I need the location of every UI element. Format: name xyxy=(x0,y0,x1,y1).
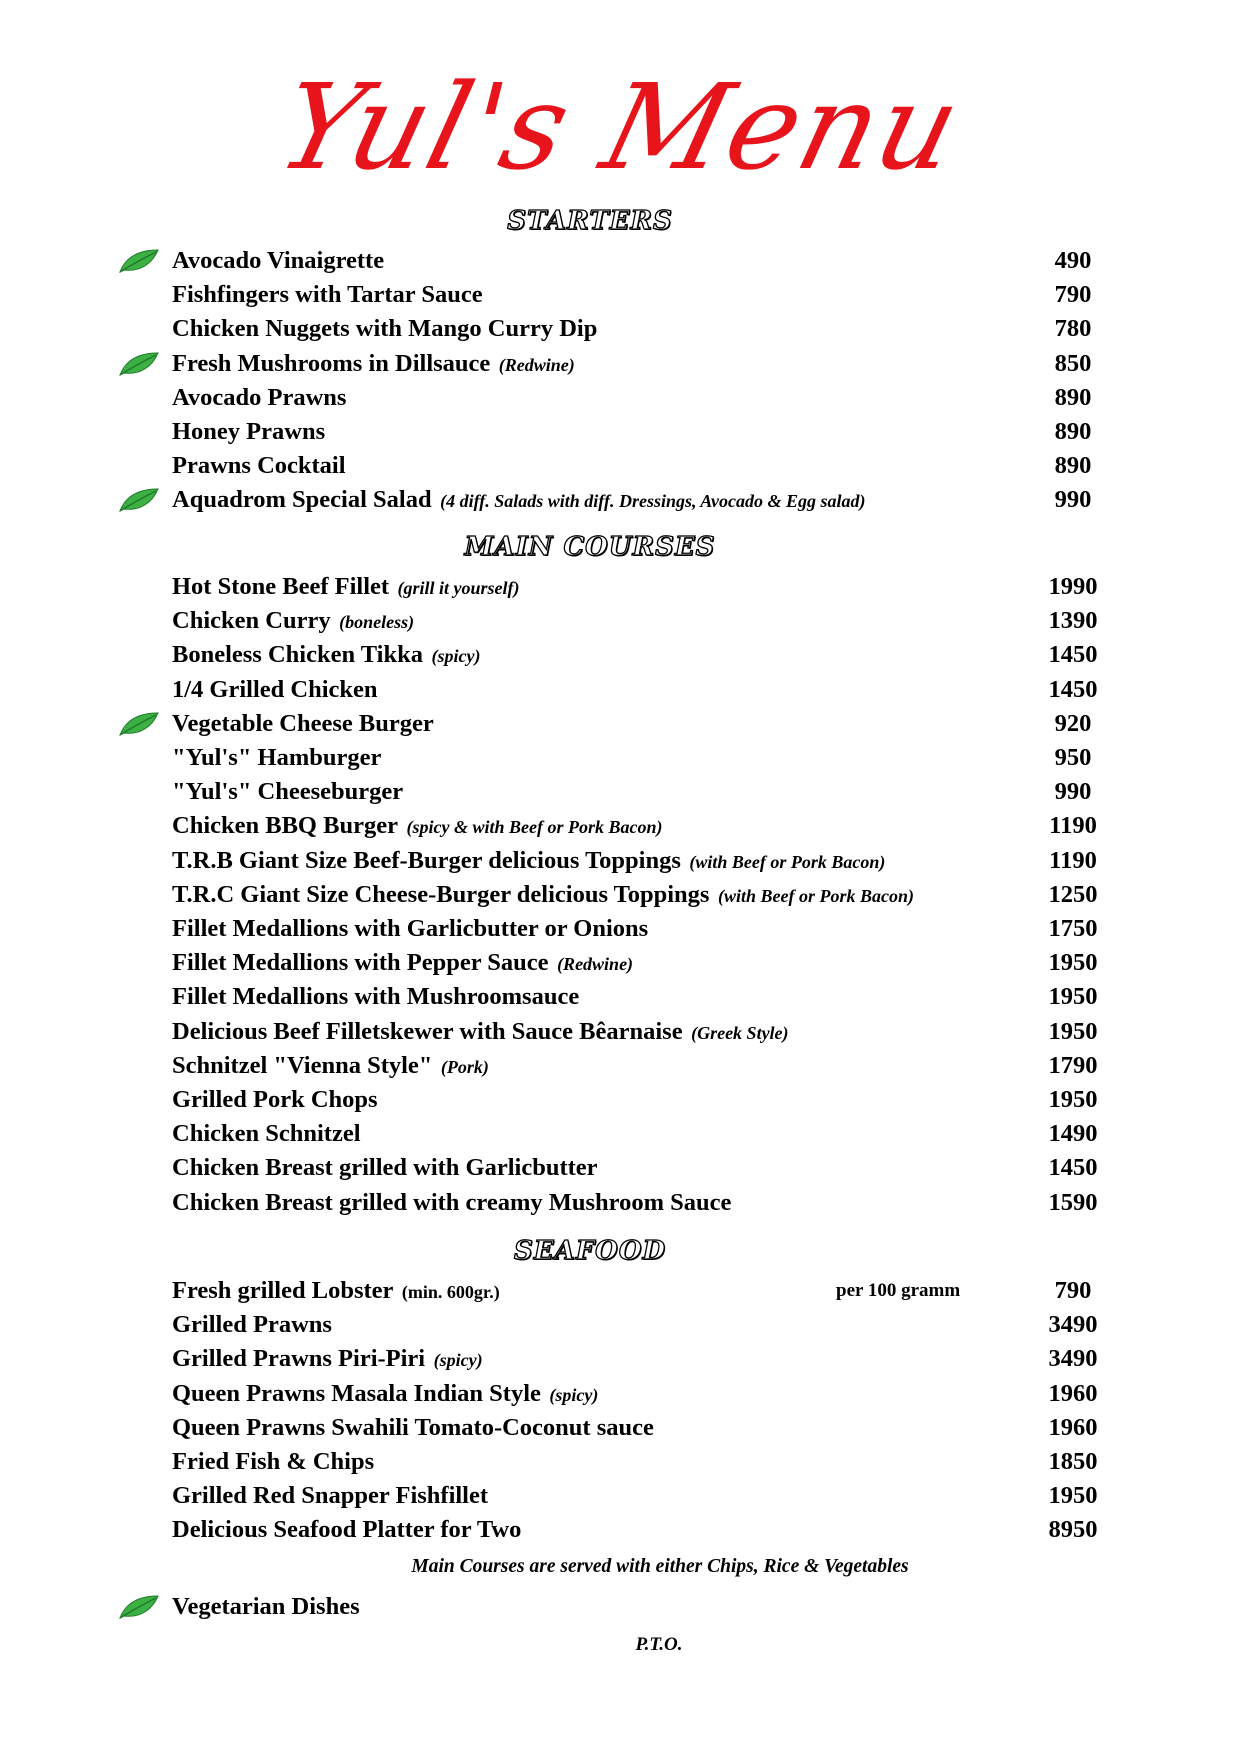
menu-item-price: 790 xyxy=(1054,1277,1092,1304)
dish-note: (with Beef or Pork Bacon) xyxy=(713,885,914,906)
leaf-icon xyxy=(118,248,160,274)
menu-item xyxy=(172,1083,1112,1117)
menu-item xyxy=(172,604,1112,638)
dish-name: Chicken Curry xyxy=(172,607,331,635)
menu-item-name xyxy=(172,1049,489,1084)
menu-item-price: 950 xyxy=(1054,744,1092,771)
menu-item xyxy=(172,312,1112,346)
menu-item-price: 850 xyxy=(1054,349,1092,377)
menu-item-price: 780 xyxy=(1054,315,1092,343)
dish-name: Fillet Medallions with Garlicbutter or Onions xyxy=(172,915,649,942)
menu-item-price: 1190 xyxy=(1049,812,1097,840)
leaf-icon xyxy=(118,1594,160,1620)
dish-name: Chicken Breast grilled with Garlicbutter xyxy=(172,1154,598,1182)
menu-item-name xyxy=(172,449,346,483)
menu-item-price: 890 xyxy=(1054,452,1092,480)
price-unit: per 100 gramm xyxy=(836,1280,961,1301)
menu-item-price: 1190 xyxy=(1049,846,1097,874)
menu-item-price: 1960 xyxy=(1048,1379,1098,1407)
menu-item-name xyxy=(172,673,378,707)
dish-note: (with Beef or Pork Bacon) xyxy=(684,851,886,872)
menu-item-name xyxy=(172,312,597,346)
menu-item-name xyxy=(172,1274,500,1309)
dish-note: (Redwine) xyxy=(494,354,575,375)
menu-item-price: 990 xyxy=(1054,486,1092,514)
menu-item-name xyxy=(172,741,381,775)
menu-item-name xyxy=(172,415,325,449)
footnote: Main Courses are served with either Chips, Rice & Vegetables xyxy=(411,1556,909,1577)
dish-name: Delicious Beef Filletskewer with Sauce Bêarnaise xyxy=(172,1017,683,1045)
section-heading-starters: STARTERS xyxy=(507,206,673,236)
vegetarian-legend xyxy=(172,1590,360,1624)
dish-name: Fresh Mushrooms in Dillsauce xyxy=(172,349,491,377)
menu-item-price: 1960 xyxy=(1048,1413,1098,1441)
menu-item-price: 3490 xyxy=(1048,1345,1098,1373)
leaf-icon xyxy=(118,487,160,513)
menu-item-name xyxy=(172,278,483,312)
menu-item-name xyxy=(172,1151,598,1185)
menu-item-price: 3490 xyxy=(1048,1311,1098,1339)
dish-note: (4 diff. Salads with diff. Dressings, Avocado & Egg salad) xyxy=(435,491,866,512)
dish-name: 1/4 Grilled Chicken xyxy=(172,675,378,703)
menu-item-name xyxy=(172,1445,374,1479)
dish-note: (spicy) xyxy=(426,646,481,667)
menu-item xyxy=(172,707,1112,741)
menu-item-price: 790 xyxy=(1054,281,1092,309)
dish-name: Queen Prawns Swahili Tomato-Coconut sauce xyxy=(172,1413,654,1441)
dish-name: Queen Prawns Masala Indian Style xyxy=(172,1379,541,1407)
menu-item-price: 1850 xyxy=(1048,1448,1098,1475)
dish-note: (spicy & with Beef or Pork Bacon) xyxy=(401,817,663,838)
menu-item xyxy=(172,1015,1112,1049)
menu-item xyxy=(172,570,1112,604)
menu-item-name xyxy=(172,1342,483,1377)
menu-item-price: 1450 xyxy=(1048,675,1098,703)
menu-item xyxy=(172,347,1112,381)
menu-item-name xyxy=(172,1411,654,1445)
menu-item-price: 920 xyxy=(1054,709,1092,737)
menu-item-name xyxy=(172,1083,378,1117)
menu-item xyxy=(172,1151,1112,1185)
dish-note: (boneless) xyxy=(334,612,415,633)
menu-item-price: 1590 xyxy=(1048,1188,1098,1216)
menu-item-name xyxy=(172,244,384,278)
menu-item xyxy=(172,1411,1112,1445)
menu-item xyxy=(172,1377,1112,1411)
menu-item-name xyxy=(172,638,480,673)
dish-name: Chicken Nuggets with Mango Curry Dip xyxy=(172,315,598,343)
dish-name: Prawns Cocktail xyxy=(172,452,346,480)
dish-note: (Pork) xyxy=(436,1056,489,1077)
menu-item-name xyxy=(172,1308,332,1342)
menu-item-name xyxy=(172,1479,488,1513)
dish-name: Grilled Red Snapper Fishfillet xyxy=(172,1482,489,1510)
dish-note: (grill it yourself) xyxy=(393,578,520,598)
dish-note: (Greek Style) xyxy=(686,1022,789,1043)
dish-name: Fillet Medallions with Pepper Sauce xyxy=(172,949,549,977)
menu-item-price: 890 xyxy=(1054,383,1092,411)
dish-name: Chicken Breast grilled with creamy Mushroom Sauce xyxy=(172,1188,732,1216)
menu-item-name xyxy=(172,381,346,415)
menu-item-price: 1990 xyxy=(1048,573,1098,600)
menu-item xyxy=(172,1479,1112,1513)
dish-name: "Yul's" Hamburger xyxy=(172,744,382,771)
menu-item xyxy=(172,1513,1112,1547)
menu-title: Yul's Menu xyxy=(266,58,975,196)
dish-name: Avocado Vinaigrette xyxy=(172,247,385,274)
menu-item xyxy=(172,912,1112,946)
menu-item-price: 1950 xyxy=(1048,983,1098,1011)
menu-item xyxy=(172,415,1112,449)
menu-item xyxy=(172,844,1112,878)
menu-item-price: 990 xyxy=(1054,778,1092,806)
menu-item xyxy=(172,1186,1112,1220)
menu-item-name xyxy=(172,980,579,1014)
leaf-icon xyxy=(118,351,160,377)
menu-item-name xyxy=(172,1117,361,1151)
menu-item-name xyxy=(172,604,414,639)
menu-item xyxy=(172,244,1112,278)
dish-name: T.R.B Giant Size Beef-Burger delicious Toppings xyxy=(172,846,681,874)
pto-note: P.T.O. xyxy=(635,1634,683,1655)
dish-name: T.R.C Giant Size Cheese-Burger delicious Toppings xyxy=(172,880,710,908)
dish-name: Boneless Chicken Tikka xyxy=(172,641,423,669)
dish-name: Fishfingers with Tartar Sauce xyxy=(172,281,483,309)
menu-item xyxy=(172,775,1112,809)
dish-note: (Redwine) xyxy=(552,954,634,975)
menu-item-price: 1950 xyxy=(1048,949,1098,977)
menu-item-name xyxy=(172,1513,521,1547)
menu-item-price: 490 xyxy=(1054,247,1092,274)
dish-name: Fresh grilled Lobster xyxy=(172,1277,394,1304)
menu-item-name xyxy=(172,483,865,518)
menu-item xyxy=(172,1117,1112,1151)
menu-item xyxy=(172,1049,1112,1083)
menu-item xyxy=(172,741,1112,775)
dish-name: Grilled Pork Chops xyxy=(172,1086,378,1113)
dish-name: Delicious Seafood Platter for Two xyxy=(172,1516,522,1544)
dish-name: Chicken Schnitzel xyxy=(172,1120,361,1148)
menu-item-name xyxy=(172,570,520,605)
menu-item xyxy=(172,449,1112,483)
menu-item-name xyxy=(172,1186,731,1220)
menu-item-price: 890 xyxy=(1054,418,1092,445)
menu-item xyxy=(172,1274,1112,1308)
dish-name: "Yul's" Cheeseburger xyxy=(172,778,404,806)
dish-name: Vegetable Cheese Burger xyxy=(172,709,434,737)
dish-name: Grilled Prawns Piri-Piri xyxy=(172,1345,426,1373)
section-heading-main-courses: MAIN COURSES xyxy=(464,532,716,562)
menu-item-name xyxy=(172,946,633,981)
menu-item-name xyxy=(172,1015,789,1050)
menu-item xyxy=(172,980,1112,1014)
dish-note: (min. 600gr.) xyxy=(397,1282,500,1302)
menu-item xyxy=(172,381,1112,415)
menu-item-price: 1490 xyxy=(1048,1120,1098,1148)
section-heading-seafood: SEAFOOD xyxy=(513,1236,667,1266)
menu-item-price: 1790 xyxy=(1048,1051,1098,1079)
menu-item xyxy=(172,1308,1112,1342)
menu-item xyxy=(172,638,1112,672)
menu-item xyxy=(172,946,1112,980)
menu-item-price: 8950 xyxy=(1048,1516,1098,1544)
menu-item-name xyxy=(172,775,403,809)
menu-item-price: 1250 xyxy=(1048,880,1098,908)
dish-note: (spicy) xyxy=(429,1350,483,1371)
menu-item-name xyxy=(172,844,885,879)
menu-item-price: 1950 xyxy=(1048,1017,1098,1045)
dish-name: Schnitzel "Vienna Style" xyxy=(172,1051,433,1079)
menu-item xyxy=(172,278,1112,312)
menu-item xyxy=(172,878,1112,912)
dish-name: Fried Fish & Chips xyxy=(172,1448,375,1475)
dish-name: Hot Stone Beef Fillet xyxy=(172,573,390,600)
menu-item-price: 1450 xyxy=(1048,1154,1098,1182)
menu-item xyxy=(172,1445,1112,1479)
dish-note: (spicy) xyxy=(544,1384,599,1405)
dish-name: Grilled Prawns xyxy=(172,1311,332,1339)
menu-item xyxy=(172,483,1112,517)
dish-name: Honey Prawns xyxy=(172,418,326,445)
dish-name: Chicken BBQ Burger xyxy=(172,812,398,840)
menu-item-name xyxy=(172,1377,598,1412)
menu-item-price: 1450 xyxy=(1048,641,1098,669)
menu-item-name xyxy=(172,912,648,946)
dish-name: Avocado Prawns xyxy=(172,383,347,411)
menu-item-price: 1950 xyxy=(1048,1086,1098,1113)
menu-item-name xyxy=(172,878,914,913)
vegetarian-label: Vegetarian Dishes xyxy=(172,1593,360,1620)
menu-item xyxy=(172,1342,1112,1376)
dish-name: Fillet Medallions with Mushroomsauce xyxy=(172,983,580,1011)
menu-item-name xyxy=(172,347,575,382)
dish-name: Aquadrom Special Salad xyxy=(172,486,432,514)
menu-item-price: 1390 xyxy=(1048,607,1098,635)
menu-item-name xyxy=(172,809,662,844)
leaf-icon xyxy=(118,711,160,737)
menu-item-name xyxy=(172,707,434,741)
menu-item xyxy=(172,673,1112,707)
menu-item xyxy=(172,809,1112,843)
menu-item-price: 1750 xyxy=(1048,915,1098,942)
menu-item-price: 1950 xyxy=(1048,1482,1098,1510)
